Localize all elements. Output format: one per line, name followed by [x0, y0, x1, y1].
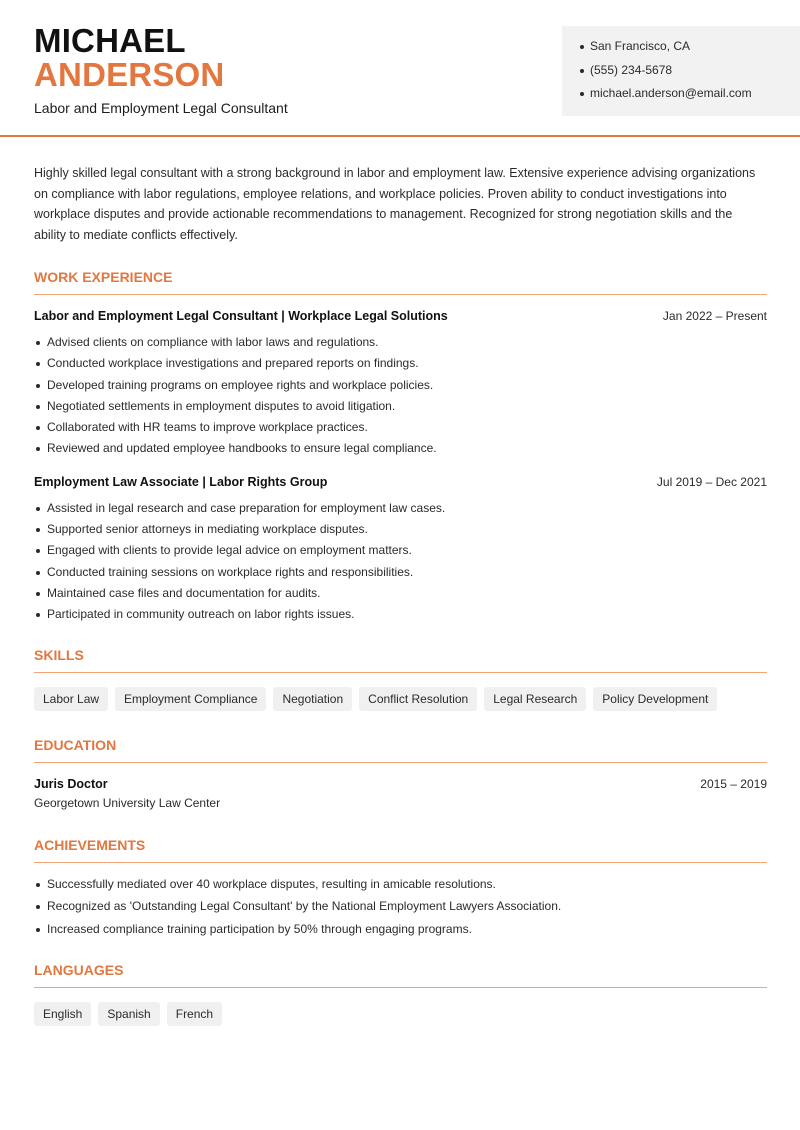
education-school: Georgetown University Law Center — [34, 795, 221, 810]
list-item: Conducted workplace investigations and prepared reports on findings. — [34, 356, 767, 377]
list-item: Supported senior attorneys in mediating workplace disputes. — [34, 522, 767, 543]
language-tag: French — [167, 1002, 222, 1026]
summary-paragraph: Highly skilled legal consultant with a strong background in labor and employment law. Extensive experience advising organizations on compliance with labor regulations, employee relations, and workplace policies. Proven ability to conduct investigations into workplace disputes and provide actionable recommendations to management. Recognized for strong negotiation skills and the ability to mediate conflicts effectively. — [34, 166, 756, 242]
candidate-name — [34, 24, 224, 91]
skill-tag: Labor Law — [34, 687, 108, 711]
education-section — [34, 732, 767, 810]
work-experience-section — [34, 264, 767, 629]
list-item: Conducted training sessions on workplace rights and responsibilities. — [34, 565, 767, 586]
skills-tags — [34, 687, 767, 711]
contact-phone: (555) 234-5678 — [580, 63, 800, 87]
section-title-education: EDUCATION — [34, 732, 767, 763]
resume-header — [0, 0, 800, 137]
language-tag: English — [34, 1002, 91, 1026]
education-degree: Juris Doctor — [34, 776, 108, 791]
job-entry — [34, 309, 767, 463]
skill-tag: Policy Development — [593, 687, 717, 711]
list-item: Increased compliance training participation by 50% through engaging programs. — [34, 922, 767, 945]
language-tags — [34, 1002, 767, 1026]
section-title-achievements: ACHIEVEMENTS — [34, 832, 767, 863]
list-item: Reviewed and updated employee handbooks to ensure legal compliance. — [34, 441, 767, 462]
achievements-section — [34, 832, 767, 945]
contact-location: San Francisco, CA — [580, 39, 800, 63]
job-title: Labor and Employment Legal Consultant | Workplace Legal Solutions — [34, 309, 448, 323]
section-title-skills: SKILLS — [34, 642, 767, 673]
list-item: Assisted in legal research and case preparation for employment law cases. — [34, 501, 767, 522]
list-item: Advised clients on compliance with labor laws and regulations. — [34, 335, 767, 356]
resume-body — [34, 163, 767, 1026]
language-tag: Spanish — [98, 1002, 159, 1026]
job-entry — [34, 475, 767, 629]
skill-tag: Negotiation — [273, 687, 352, 711]
job-title: Employment Law Associate | Labor Rights Group — [34, 474, 328, 489]
contact-box — [562, 26, 800, 116]
skill-tag: Conflict Resolution — [359, 687, 477, 711]
education-years: 2015 – 2019 — [700, 776, 767, 791]
job-dates: Jan 2022 – Present — [662, 309, 767, 323]
skill-tag: Legal Research — [484, 687, 586, 711]
job-dates: Jul 2019 – Dec 2021 — [656, 474, 767, 489]
list-item: Engaged with clients to provide legal advice on employment matters. — [34, 543, 767, 564]
skills-section — [34, 642, 767, 711]
section-title-languages: LANGUAGES — [34, 957, 767, 988]
list-item: Participated in community outreach on labor rights issues. — [34, 607, 767, 628]
list-item: Successfully mediated over 40 workplace disputes, resulting in amicable resolutions. — [34, 877, 767, 900]
last-name: ANDERSON — [34, 56, 225, 93]
list-item: Recognized as 'Outstanding Legal Consultant' by the National Employment Lawyers Association. — [34, 899, 767, 922]
skill-tag: Employment Compliance — [115, 687, 266, 711]
languages-section — [34, 957, 767, 1026]
list-item: Developed training programs on employee rights and workplace policies. — [34, 378, 767, 399]
section-title-work: WORK EXPERIENCE — [34, 264, 767, 295]
contact-email: michael.anderson@email.com — [580, 86, 800, 110]
list-item: Negotiated settlements in employment disputes to avoid litigation. — [34, 399, 767, 420]
first-name: MICHAEL — [34, 22, 186, 59]
list-item: Collaborated with HR teams to improve workplace practices. — [34, 420, 767, 441]
job-title-subtitle: Labor and Employment Legal Consultant — [34, 100, 288, 116]
list-item: Maintained case files and documentation for audits. — [34, 586, 767, 607]
